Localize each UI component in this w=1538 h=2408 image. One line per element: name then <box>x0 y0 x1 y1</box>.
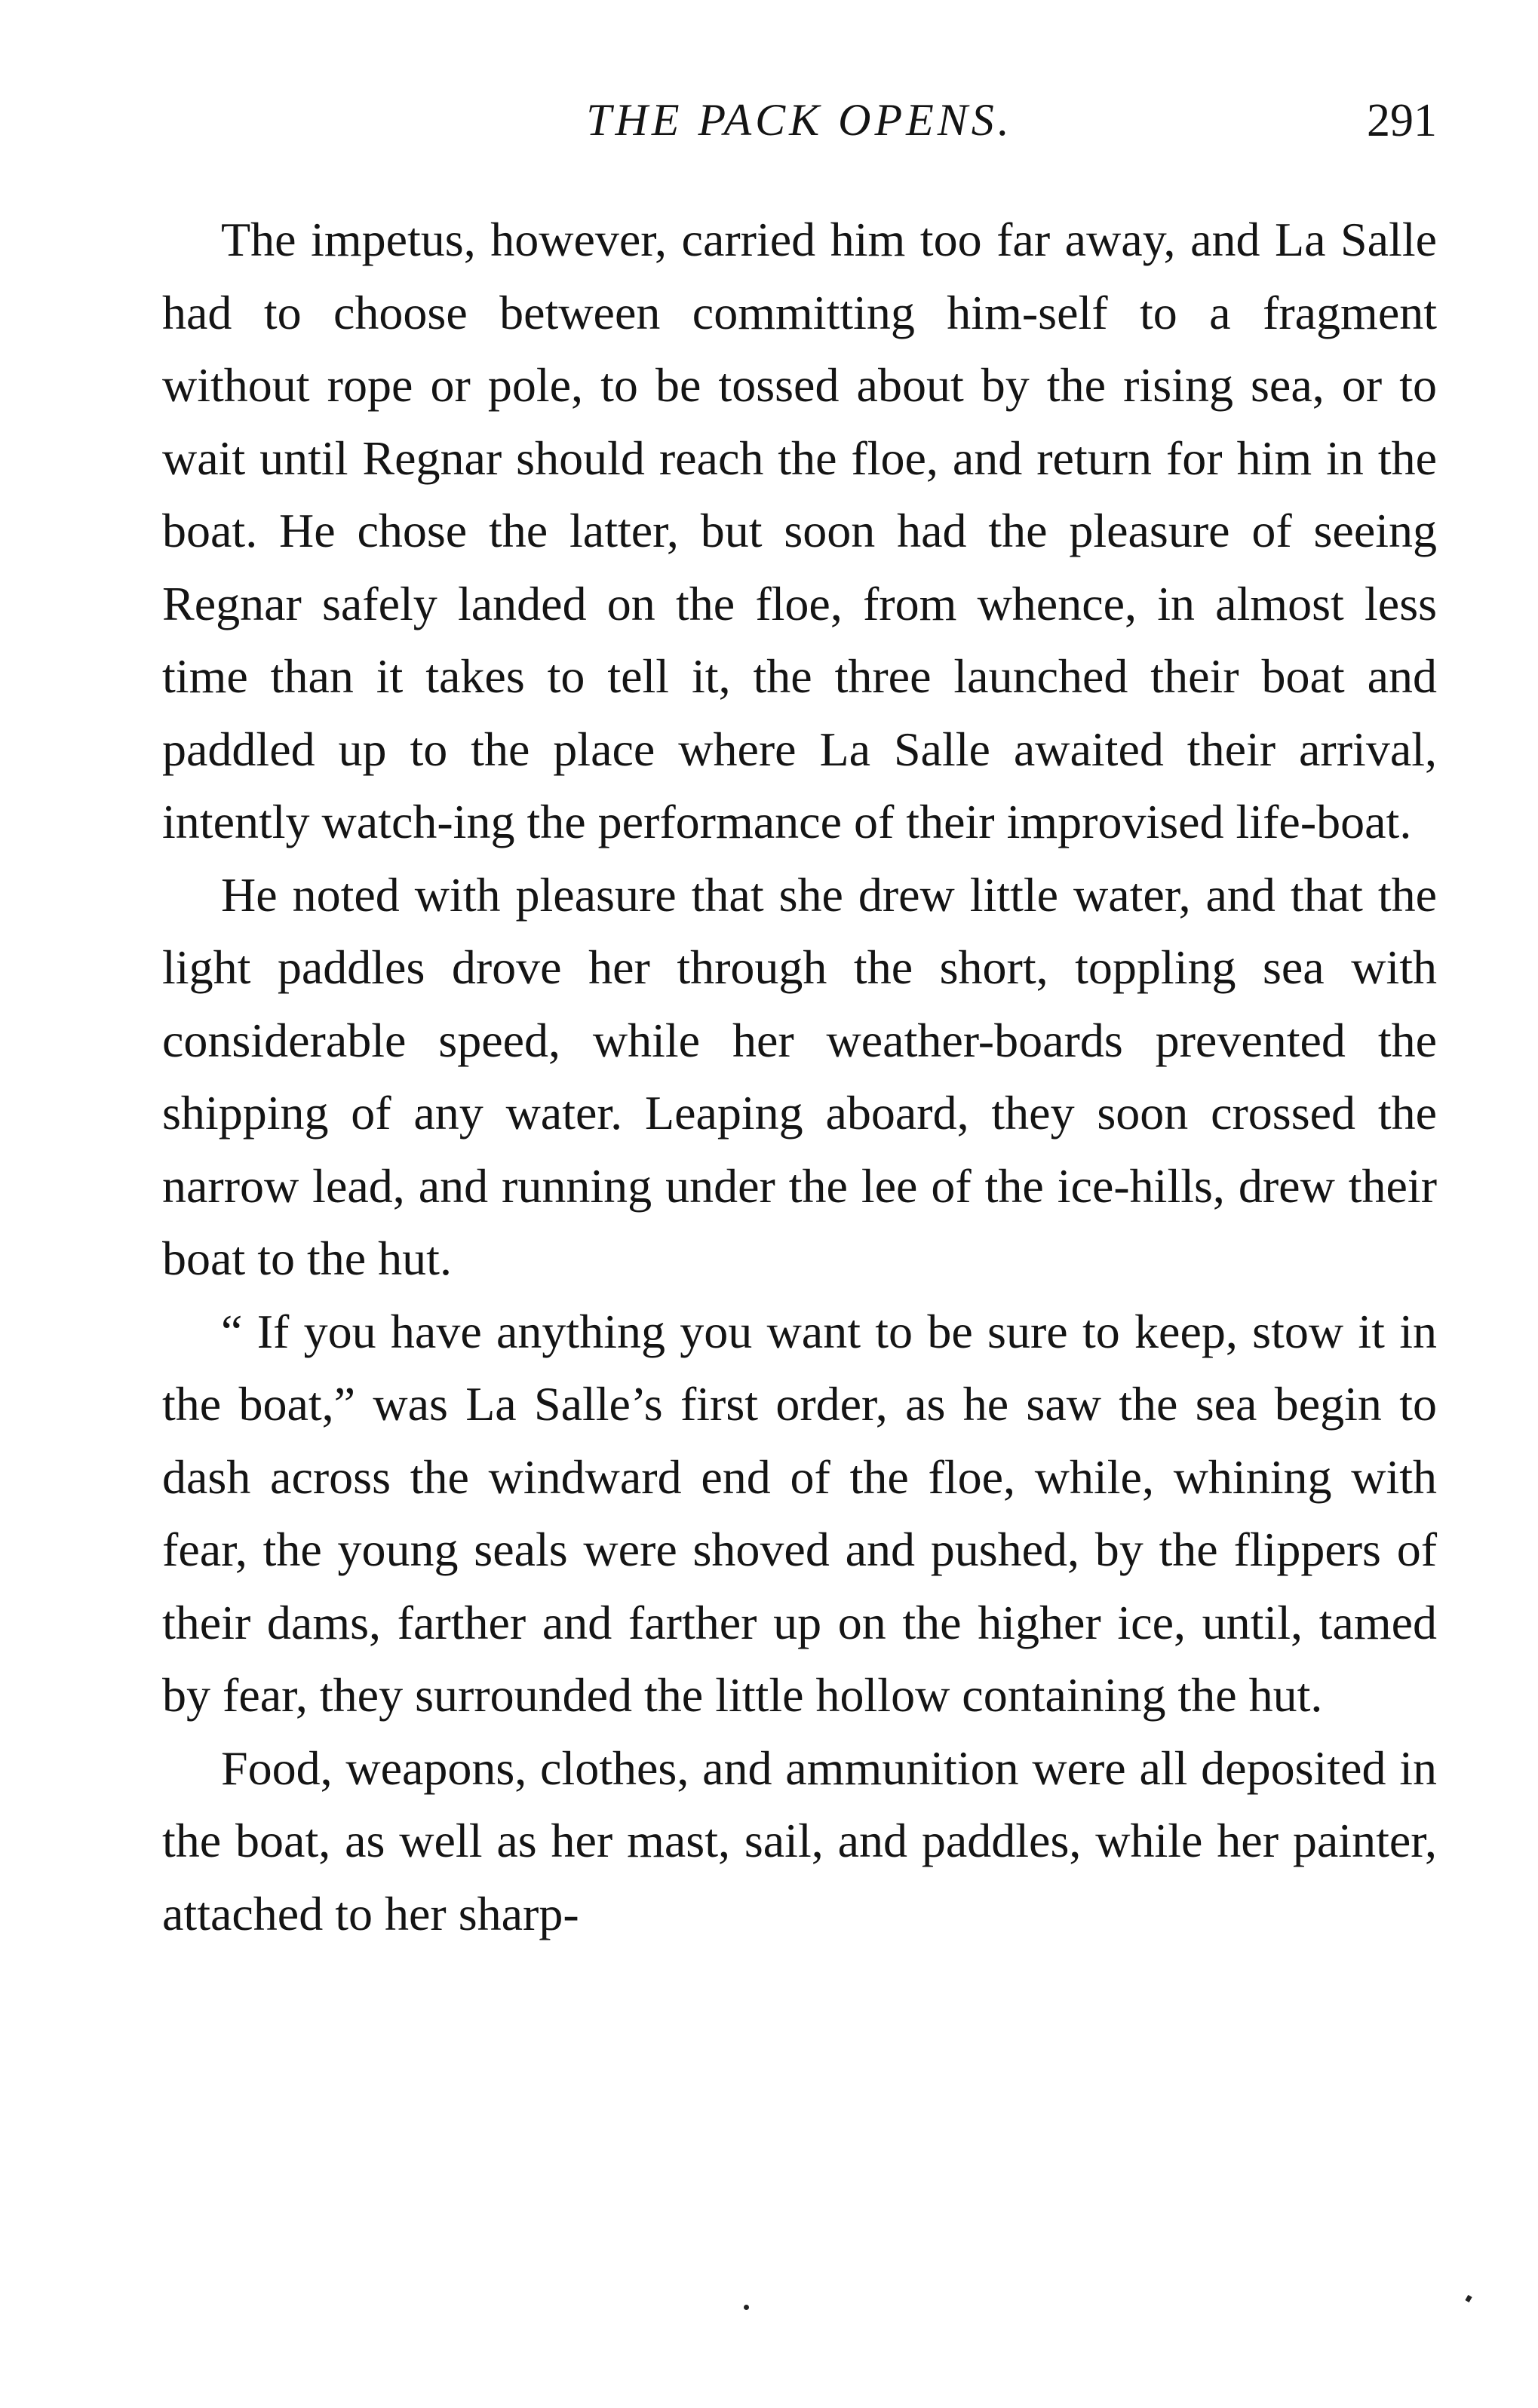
paragraph-1: The impetus, however, carried him too far away, and La Salle had to choose between committing him-self to a fragment without rope or pole, to be tossed about by the rising sea, or to wait until Regnar should reach the floe, and return for him in the boat. He chose the latter, but soon had the pleasure of seeing Regnar safely landed on the floe, from whence, in almost less time than it takes to tell it, the three launched their boat and paddled up to the place where La Salle awaited their arrival, intently watch-ing the performance of their improvised life-boat. <box>162 213 1437 848</box>
running-title: THE PACK OPENS. <box>586 95 1013 145</box>
paragraph-3: “ If you have anything you want to be sure to keep, stow it in the boat,” was La Salle’s first order, as he saw the sea begin to dash across the windward end of the floe, while, whining with fear, the young seals were shoved and pushed, by the flippers of their dams, farther and farther up on the higher ice, until, tamed by fear, they surrounded the little hollow containing the hut. <box>162 1304 1437 1722</box>
running-head <box>162 94 1437 162</box>
paragraph-2: He noted with pleasure that she drew little water, and that the light paddles drove her through the short, toppling sea with considerable speed, while her weather-boards prevented the shipping of any water. Leaping aboard, they soon crossed the narrow lead, and running under the lee of the ice-hills, drew their boat to the hut. <box>162 867 1437 1285</box>
paragraph-4: Food, weapons, clothes, and ammunition were all deposited in the boat, as well as her mast, sail, and paddles, while her painter, attached to her sharp- <box>162 1741 1437 1940</box>
page-number: 291 <box>1367 95 1437 146</box>
ink-speck-mark <box>1465 2295 1472 2302</box>
ink-speck-mark <box>744 2305 749 2310</box>
body-text <box>162 204 1437 1950</box>
